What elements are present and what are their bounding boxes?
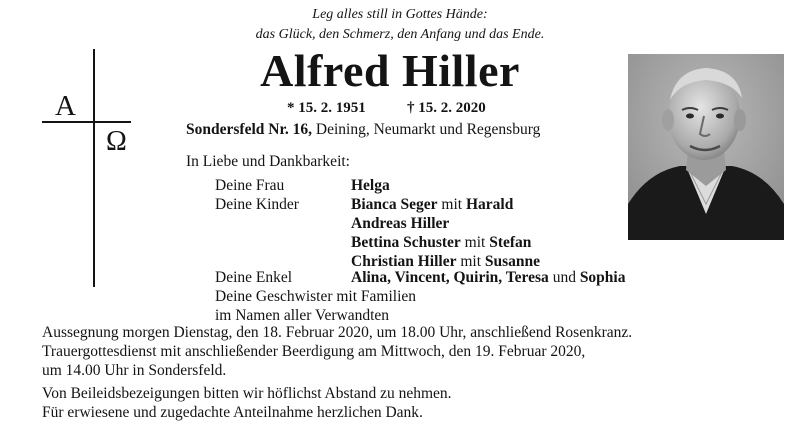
service-line-1: Aussegnung morgen Dienstag, den 18. Februar 2020, um 18.00 Uhr, anschließend Rosenkranz. [42,324,633,341]
child-entry: Bianca Seger mit Harald [351,196,514,213]
children-label: Deine Kinder [215,196,299,213]
closing-line-1: Von Beileidsbezeigungen bitten wir höflichst Abstand zu nehmen. [42,385,452,402]
siblings-line: Deine Geschwister mit Familien [215,288,417,305]
wife-label: Deine Frau [215,177,285,194]
residence-places: Deining, Neumarkt und Regensburg [312,121,541,138]
child-entry: Bettina Schuster mit Stefan [351,234,532,251]
residence-line [186,121,540,139]
wife-name: Helga [351,177,390,194]
portrait-photo [628,54,784,240]
child-entry: Christian Hiller mit Susanne [351,253,541,270]
service-line-2: Trauergottesdienst mit anschließender Beerdigung am Mittwoch, den 19. Februar 2020, [42,343,586,360]
alpha-symbol: A [55,90,76,122]
cross-vertical-bar [93,49,95,287]
grandchildren-label: Deine Enkel [215,269,293,286]
residence-street: Sondersfeld Nr. 16, [186,121,313,138]
verse-line-1: Leg alles still in Gottes Hände: [312,7,488,22]
grandchildren-names: Alina, Vincent, Quirin, Teresa und Sophia [351,269,626,286]
deceased-name: Alfred Hiller [260,45,520,96]
death-date: † 15. 2. 2020 [407,100,486,116]
intro-text: In Liebe und Dankbarkeit: [186,153,350,170]
relatives-line: im Namen aller Verwandten [215,307,390,324]
service-line-3: um 14.00 Uhr in Sondersfeld. [42,362,227,379]
birth-date: * 15. 2. 1951 [287,100,366,116]
omega-symbol: Ω [106,126,127,157]
child-entry: Andreas Hiller [351,215,450,232]
verse-line-2: das Glück, den Schmerz, den Anfang und das Ende. [255,27,545,42]
closing-line-2: Für erwiesene und zugedachte Anteilnahme herzlichen Dank. [42,404,423,421]
